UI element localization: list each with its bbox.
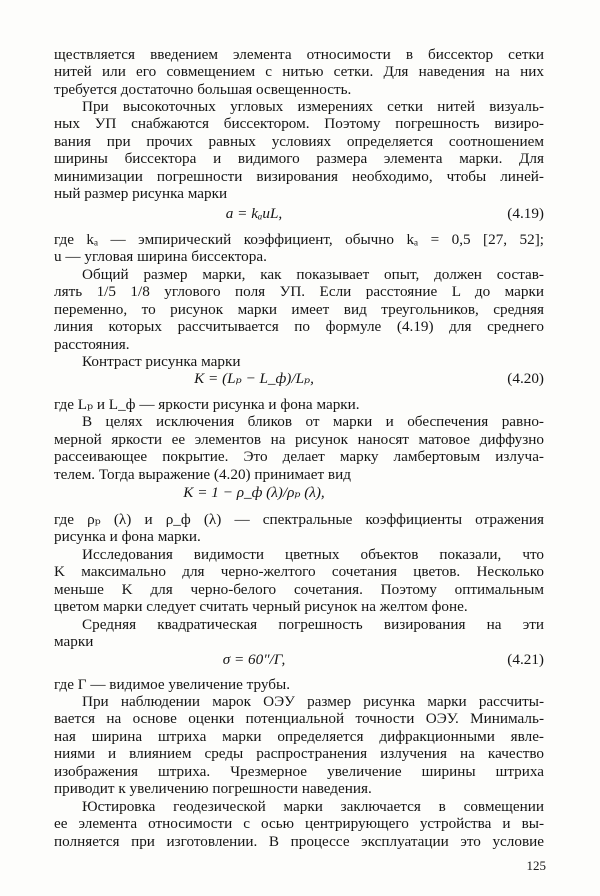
text-line: минимизации погрешности визирования необходимо, чтобы линей- [54, 167, 544, 185]
text-line: полняется при изготовлении. В процессе эксплуатации это условие [54, 832, 544, 850]
text-line: нитей или его совмещением с нитью сетки. Для наведения на них [54, 63, 544, 81]
text-line: Юстировка геодезической марки заключается в совмещении [82, 798, 544, 815]
paragraph-6 [54, 396, 544, 483]
text-line: переменно, то рисунок марки имеет вид треугольников, средняя [54, 300, 544, 318]
text-line: где Г — видимое увеличение трубы. [54, 676, 291, 693]
text-line: Контраст рисунка марки [82, 353, 241, 370]
text-line: K максимально для черно-желтого сочетания цветов. Несколько [54, 563, 544, 581]
text-line: ниями и влиянием среды распространения излучения на качество [54, 745, 544, 763]
paragraph-3 [54, 231, 544, 266]
text-line: В целях исключения бликов от марки и обеспечения равно- [82, 413, 544, 431]
paragraph-5 [54, 353, 544, 370]
paragraph-2 [54, 98, 544, 202]
text-line: вается на основе оценки потенциальной точности ОЭУ. Минималь- [54, 710, 544, 728]
paragraph-4 [54, 266, 544, 353]
paragraph-11 [54, 798, 544, 850]
text-line: рассеивающее покрытие. Это делает марку ламбертовым излуча- [54, 448, 544, 466]
text-line: ный размер рисунка марки [54, 185, 228, 203]
text-line: При высокоточных угловых измерениях сетки нитей визуаль- [82, 98, 544, 115]
text-line: телем. Тогда выражение (4.20) принимает вид [54, 465, 351, 483]
page-number: 125 [526, 858, 546, 873]
text-line: ществляется введением элемента относимости в биссектор сетки [54, 46, 544, 63]
text-line: лять 1/5 1/8 углового поля УП. Если расстояние L до марки [54, 283, 544, 301]
text-line: меньше K для черно-белого сочетания. Поэтому оптимальным [54, 580, 544, 598]
text-line: u — угловая ширина биссектора. [54, 248, 267, 266]
text-line: Средняя квадратическая погрешность визирования на эти [82, 615, 544, 633]
text-line: марки [54, 633, 94, 651]
text-line: ная ширина штриха марки определяется дифракционными явле- [54, 727, 544, 745]
text-line: где ρₚ (λ) и ρ_ф (λ) — спектральные коэффициенты отражения [54, 511, 544, 528]
text-line: где Lₚ и L_ф — яркости рисунка и фона марки. [54, 396, 360, 413]
text-line: цветом марки следует считать черный рисунок на желтом фоне. [54, 598, 468, 616]
text-line: приводит к увеличению погрешности наведения. [54, 780, 372, 798]
text-line: ных УП снабжаются биссектором. Поэтому погрешность визиро- [54, 115, 544, 133]
paragraph-1 [54, 46, 544, 98]
text-line: ее элемента относимости с осью центрирующего устройства и вы- [54, 815, 544, 833]
formula-number: (4.21) [507, 651, 544, 668]
text-line: требуется достаточно большая освещенность. [54, 80, 352, 98]
formula-expression: σ = 60″/Г, [222, 651, 286, 668]
text-line: изображения штриха. Чрезмерное увеличение ширины штриха [54, 762, 544, 780]
formula-number: (4.20) [507, 370, 544, 387]
formula-4-21 [54, 651, 544, 671]
formula-4-19 [54, 205, 544, 225]
text-line: Исследования видимости цветных объектов показали, что [82, 546, 544, 563]
paragraph-8 [54, 546, 544, 650]
text-line: где kₐ — эмпирический коэффициент, обычно kₐ = 0,5 [27, 52]; [54, 231, 544, 248]
text-line: Общий размер марки, как показывает опыт, должен состав- [82, 266, 544, 283]
formula-contrast-spectral [54, 484, 544, 504]
text-line: расстояния. [54, 335, 130, 353]
text-line: рисунка и фона марки. [54, 528, 201, 546]
text-line: вания при прочих равных условиях определяется соотношением [54, 132, 544, 150]
formula-expression: a = kₐuL, [225, 205, 283, 222]
paragraph-7 [54, 511, 544, 546]
formula-number: (4.19) [507, 205, 544, 222]
paragraph-9 [54, 676, 544, 693]
formula-expression: K = (Lₚ − L_ф)/Lₚ, [194, 370, 314, 387]
text-line: ширины биссектора и видимого размера элемента марки. Для [54, 150, 544, 168]
formula-4-20 [54, 370, 544, 390]
text-line: мерной яркости ее элементов на рисунок наносят матовое диффузно [54, 430, 544, 448]
text-line: линия которых рассчитывается по формуле (4.19) для среднего [54, 318, 544, 336]
formula-expression: K = 1 − ρ_ф (λ)/ρₚ (λ), [183, 484, 325, 501]
paragraph-10 [54, 693, 544, 797]
text-line: При наблюдении марок ОЭУ размер рисунка марки рассчиты- [82, 693, 544, 710]
